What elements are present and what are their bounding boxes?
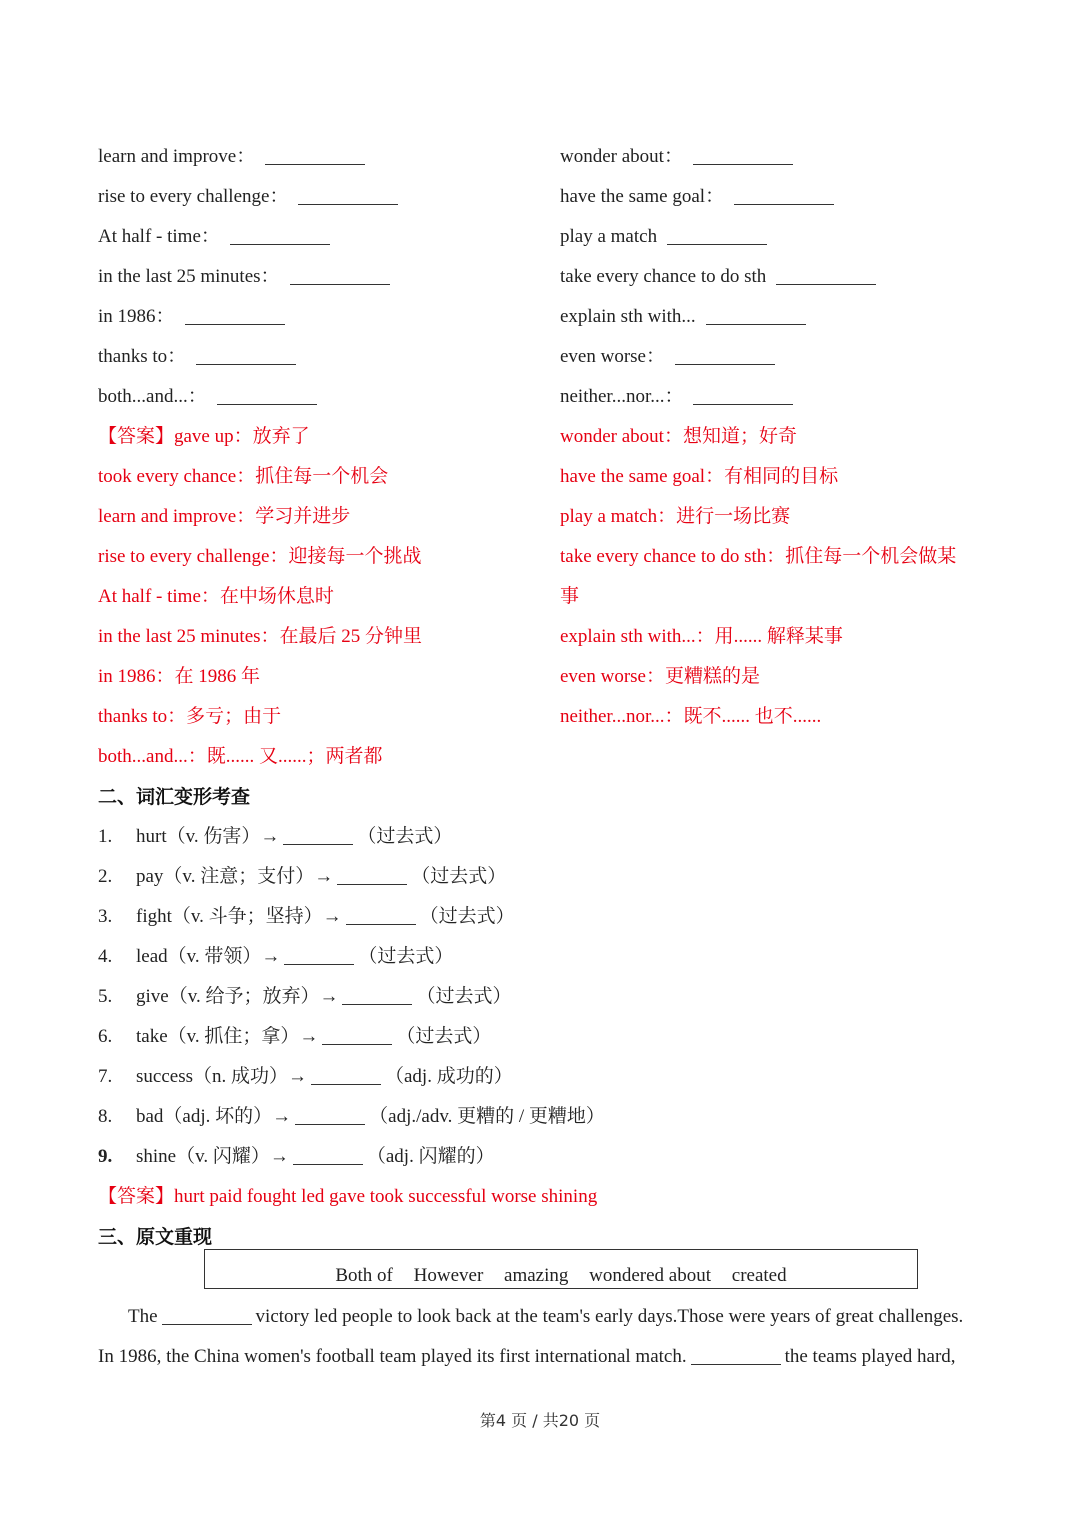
exercise-item: 9. shine（v. 闪耀）→ （adj. 闪耀的） xyxy=(98,1146,495,1167)
answer-line: both...and...：既...... 又......；两者都 xyxy=(98,746,383,767)
answer-blank[interactable] xyxy=(667,244,767,245)
answer-line: 【答案】hurt paid fought led gave took successful worse shining xyxy=(98,1186,598,1207)
vocab-item: explain sth with... xyxy=(560,297,806,337)
vocab-item: even worse： xyxy=(560,337,775,377)
answer-line: in the last 25 minutes：在最后 25 分钟里 xyxy=(98,626,423,647)
exercise-item: 2. pay（v. 注意；支付）→ （过去式） xyxy=(98,866,507,887)
answer-blank[interactable] xyxy=(706,324,806,325)
page-number: 第4 页 / 共20 页 xyxy=(479,1411,601,1430)
answer-blank[interactable] xyxy=(675,364,775,365)
answer-line: take every chance to do sth：抓住每一个机会做某 xyxy=(560,546,957,567)
answer-blank[interactable] xyxy=(217,404,317,405)
answer-line: At half - time：在中场休息时 xyxy=(98,586,334,607)
answer-blank[interactable] xyxy=(196,364,296,365)
answer-blank[interactable] xyxy=(265,164,365,165)
answer-line: even worse：更糟糕的是 xyxy=(560,666,760,687)
answer-blank[interactable] xyxy=(337,884,407,885)
answer-blank[interactable] xyxy=(346,924,416,925)
answer-blank[interactable] xyxy=(293,1164,363,1165)
exercise-item: 6. take（v. 抓住；拿）→ （过去式） xyxy=(98,1026,492,1047)
answer-line: explain sth with...：用...... 解释某事 xyxy=(560,626,843,647)
word-bank-item: Both of xyxy=(335,1265,393,1286)
answer-blank[interactable] xyxy=(693,164,793,165)
answer-blank[interactable] xyxy=(734,204,834,205)
vocab-item: rise to every challenge： xyxy=(98,177,398,217)
section-title: 三、原文重现 xyxy=(98,1226,213,1248)
answer-blank[interactable] xyxy=(185,324,285,325)
word-bank-item: created xyxy=(731,1265,787,1286)
vocab-item: in the last 25 minutes： xyxy=(98,257,390,297)
answer-line: in 1986：在 1986 年 xyxy=(98,666,261,687)
passage-line: In 1986, the China women's football team played its first international match. the teams played hard, xyxy=(98,1346,956,1367)
answer-line: learn and improve：学习并进步 xyxy=(98,506,351,527)
answer-blank[interactable] xyxy=(322,1044,392,1045)
answer-line: 事 xyxy=(560,586,580,607)
answer-line: thanks to：多亏；由于 xyxy=(98,706,282,727)
passage-line: The victory led people to look back at the team's early days.Those were years of great challenges. xyxy=(128,1306,964,1327)
answer-line: 【答案】gave up：放弃了 xyxy=(98,426,310,447)
answer-blank[interactable] xyxy=(691,1364,781,1365)
answer-blank[interactable] xyxy=(162,1324,252,1325)
exercise-item: 1. hurt（v. 伤害）→ （过去式） xyxy=(98,826,453,847)
vocab-item: learn and improve： xyxy=(98,137,365,177)
section-title: 二、词汇变形考查 xyxy=(98,786,251,808)
answer-blank[interactable] xyxy=(298,204,398,205)
vocab-item: take every chance to do sth xyxy=(560,257,876,297)
answer-line: neither...nor...：既不...... 也不...... xyxy=(560,706,822,727)
exercise-item: 4. lead（v. 带领）→ （过去式） xyxy=(98,946,454,967)
word-bank-item: However xyxy=(413,1265,484,1286)
vocab-item: in 1986： xyxy=(98,297,285,337)
vocab-item: At half - time： xyxy=(98,217,330,257)
answer-blank[interactable] xyxy=(776,284,876,285)
answer-blank[interactable] xyxy=(693,404,793,405)
answer-line: wonder about：想知道；好奇 xyxy=(560,426,797,447)
answer-blank[interactable] xyxy=(342,1004,412,1005)
exercise-item: 5. give（v. 给予；放弃）→ （过去式） xyxy=(98,986,512,1007)
vocab-item: neither...nor...： xyxy=(560,377,793,417)
vocab-item: thanks to： xyxy=(98,337,296,377)
answer-blank[interactable] xyxy=(311,1084,381,1085)
exercise-item: 3. fight（v. 斗争；坚持）→ （过去式） xyxy=(98,906,515,927)
answer-blank[interactable] xyxy=(290,284,390,285)
word-bank-item: wondered about xyxy=(589,1265,712,1286)
answer-line: rise to every challenge：迎接每一个挑战 xyxy=(98,546,422,567)
answer-blank[interactable] xyxy=(283,844,353,845)
answer-line: play a match：进行一场比赛 xyxy=(560,506,791,527)
exercise-item: 7. success（n. 成功）→ （adj. 成功的） xyxy=(98,1066,513,1087)
vocab-item: wonder about： xyxy=(560,137,793,177)
answer-blank[interactable] xyxy=(284,964,354,965)
vocab-item: play a match xyxy=(560,217,767,257)
answer-blank[interactable] xyxy=(230,244,330,245)
vocab-item: have the same goal： xyxy=(560,177,834,217)
answer-line: took every chance：抓住每一个机会 xyxy=(98,466,389,487)
vocab-item: both...and...： xyxy=(98,377,317,417)
answer-line: have the same goal：有相同的目标 xyxy=(560,466,839,487)
word-bank-item: amazing xyxy=(504,1265,569,1286)
exercise-item: 8. bad（adj. 坏的）→ （adj./adv. 更糟的 / 更糟地） xyxy=(98,1106,605,1127)
answer-blank[interactable] xyxy=(295,1124,365,1125)
word-bank xyxy=(204,1249,918,1289)
